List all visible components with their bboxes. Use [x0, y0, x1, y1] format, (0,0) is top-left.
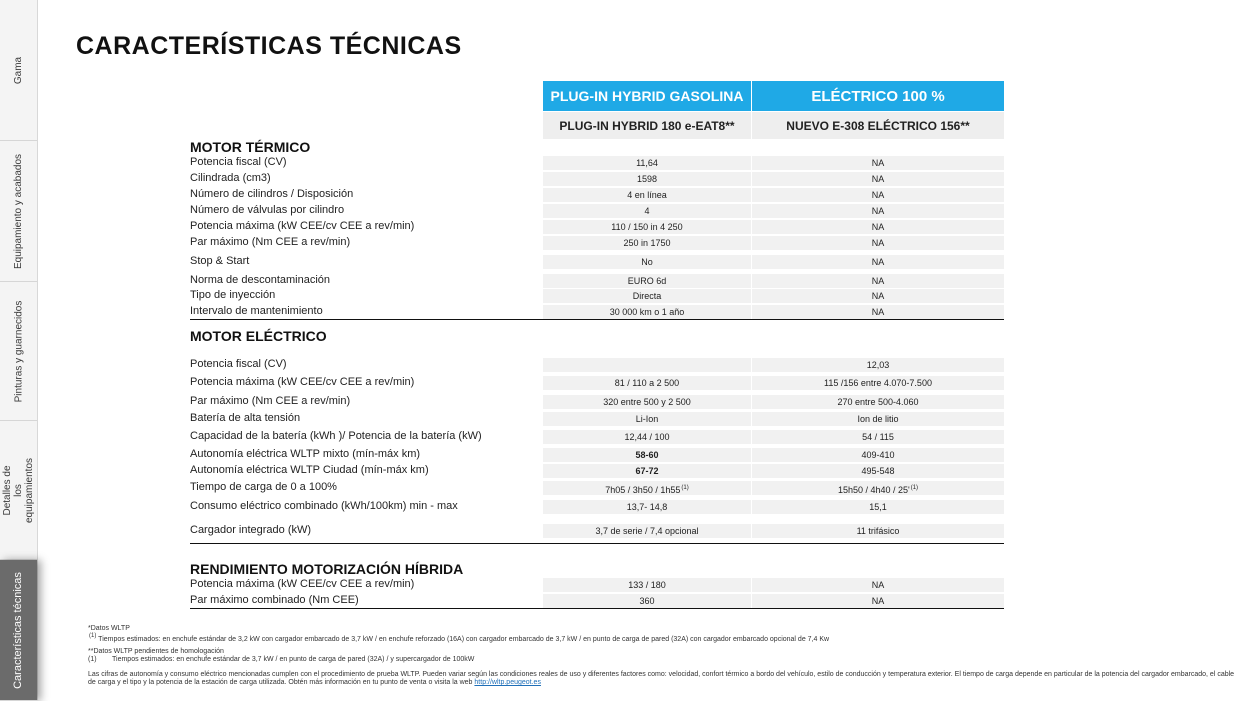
spec-row [190, 523, 1004, 538]
spec-value-text: 15h50 / 4h40 / 25' [837, 485, 910, 495]
spec-value-electric: NA [752, 274, 1004, 288]
spec-row [190, 288, 1004, 303]
spec-label: Par máximo (Nm CEE a rev/min) [190, 236, 351, 248]
spec-row [190, 155, 1004, 170]
spec-label: Autonomía eléctrica WLTP mixto (mín-máx km) [190, 448, 421, 460]
spec-label: Potencia fiscal (CV) [190, 358, 287, 370]
spec-row [190, 447, 1004, 462]
spec-label: Tiempo de carga de 0 a 100% [190, 481, 337, 493]
footnote-text: Las cifras de autonomía y consumo eléctrico mencionadas cumplen con el procedimiento de prueba WLTP. Pueden variar según las condiciones reales de uso y diferentes factores como: velocidad, confort térmico a bordo del vehículo, estilo de conducción y temperatura exterior. El tiempo de carga depende en particular de la potencia del cargador embarcado, el cable de carga y el tipo y la potencia de la estación de carga utilizada. Obtén más información en tu punto de venta o visita la web [88, 671, 1235, 686]
spec-value-hybrid [543, 481, 751, 495]
spec-value-hybrid: Directa [543, 289, 751, 303]
column-model-electrico: NUEVO E-308 ELÉCTRICO 156** [752, 112, 1004, 139]
spec-label: Stop & Start [190, 255, 250, 267]
column-header-plug-in-hybrid: PLUG-IN HYBRID GASOLINA [543, 81, 751, 111]
spec-row [190, 480, 1004, 495]
spec-value-hybrid: 4 en línea [543, 188, 751, 202]
spec-value-electric: 12,03 [752, 358, 1004, 372]
sidebar-tab-label: Gama [12, 56, 24, 84]
spec-value-hybrid: 320 entre 500 y 2 500 [543, 395, 751, 409]
spec-value-hybrid: 58-60 [543, 448, 751, 462]
sidebar-tab-caracteristicas[interactable] [0, 560, 37, 701]
spec-value-electric: NA [752, 594, 1004, 608]
section-heading-motor-termico: MOTOR TÉRMICO [190, 139, 311, 155]
spec-row [190, 375, 1004, 390]
spec-value-electric: NA [752, 204, 1004, 218]
section-divider [190, 543, 1004, 544]
footnote-tiempos-1 [88, 632, 829, 644]
spec-value-electric: NA [752, 289, 1004, 303]
spec-value-electric [752, 481, 1004, 495]
spec-value-electric: NA [752, 305, 1004, 319]
spec-value-electric: 495-548 [752, 464, 1004, 478]
sidebar-tab-equipamiento[interactable] [0, 141, 37, 282]
spec-value-hybrid: 12,44 / 100 [543, 430, 751, 444]
spec-row [190, 357, 1004, 372]
spec-label: Potencia máxima (kW CEE/cv CEE a rev/min) [190, 376, 415, 388]
spec-value-electric: 11 trifásico [752, 524, 1004, 538]
spec-value-hybrid: 81 / 110 a 2 500 [543, 376, 751, 390]
spec-label: Número de cilindros / Disposición [190, 188, 354, 200]
spec-row [190, 304, 1004, 319]
column-model-plug-in-hybrid: PLUG-IN HYBRID 180 e-EAT8** [543, 112, 751, 139]
spec-label: Número de válvulas por cilindro [190, 204, 345, 216]
sidebar-tab-detalles[interactable] [0, 421, 37, 560]
section-heading-motor-electrico: MOTOR ELÉCTRICO [190, 328, 327, 344]
spec-label: Tipo de inyección [190, 289, 276, 301]
sidebar-tab-label: Equipamiento y acabados [13, 153, 25, 269]
section-divider [190, 319, 1004, 320]
spec-label: Par máximo combinado (Nm CEE) [190, 594, 359, 606]
spec-row [190, 219, 1004, 234]
sidebar-tab-label: Detalles de los equipamientos [2, 457, 36, 523]
spec-value-hybrid [543, 358, 751, 372]
spec-value-hybrid: 110 / 150 in 4 250 [543, 220, 751, 234]
spec-value-electric: 270 entre 500-4.060 [752, 395, 1004, 409]
spec-label: Capacidad de la batería (kWh )/ Potencia de la batería (kW) [190, 430, 482, 442]
spec-row [190, 235, 1004, 250]
spec-label: Intervalo de mantenimiento [190, 305, 323, 317]
footnote-disclaimer [88, 671, 1238, 687]
spec-label: Norma de descontaminación [190, 274, 331, 286]
spec-value-electric: 409-410 [752, 448, 1004, 462]
spec-value-electric: 54 / 115 [752, 430, 1004, 444]
sidebar [0, 0, 38, 700]
spec-value-electric: Ion de litio [752, 412, 1004, 426]
spec-label: Potencia máxima (kW CEE/cv CEE a rev/min) [190, 220, 415, 232]
sidebar-tab-label: Pinturas y guarnecidos [13, 300, 25, 402]
spec-value-electric: NA [752, 156, 1004, 170]
column-header-electrico: ELÉCTRICO 100 % [752, 81, 1004, 111]
spec-row [190, 171, 1004, 186]
spec-row [190, 577, 1004, 592]
spec-label: Par máximo (Nm CEE a rev/min) [190, 395, 351, 407]
spec-value-hybrid: 13,7- 14,8 [543, 500, 751, 514]
spec-label: Potencia máxima (kW CEE/cv CEE a rev/min) [190, 578, 415, 590]
page-title: CARACTERÍSTICAS TÉCNICAS [76, 32, 462, 60]
spec-value-electric: NA [752, 578, 1004, 592]
spec-value-hybrid: No [543, 255, 751, 269]
spec-value-hybrid: 360 [543, 594, 751, 608]
spec-value-hybrid: 133 / 180 [543, 578, 751, 592]
footnote-ref: (1) [89, 633, 97, 639]
spec-row [190, 411, 1004, 426]
spec-value-hybrid: Li-Ion [543, 412, 751, 426]
spec-label: Batería de alta tensión [190, 412, 301, 424]
footnote-ref: (1) [910, 485, 919, 491]
spec-value-hybrid: 30 000 km o 1 año [543, 305, 751, 319]
spec-label: Cargador integrado (kW) [190, 524, 312, 536]
spec-row [190, 429, 1004, 444]
spec-value-hybrid: 1598 [543, 172, 751, 186]
section-divider [190, 608, 1004, 609]
sidebar-tab-pinturas[interactable] [0, 282, 37, 421]
spec-value-hybrid: EURO 6d [543, 274, 751, 288]
spec-row [190, 187, 1004, 202]
spec-label: Potencia fiscal (CV) [190, 156, 287, 168]
footnote-text: Tiempos estimados: en enchufe estándar de 3,2 kW con cargador embarcado de 3,7 kW / en enchufe reforzado (16A) con cargador embarcado de 3,7 kW / en punto de carga de pared (32A) con cargador embarcado opcional de 7,4 Kw [98, 636, 830, 643]
spec-value-electric: NA [752, 172, 1004, 186]
footnote-ref: (1) [681, 485, 689, 491]
wltp-link[interactable]: http://wltp.peugeot.es [474, 679, 541, 686]
spec-value-hybrid: 67-72 [543, 464, 751, 478]
spec-value-text: 7h05 / 3h50 / 1h55 [605, 485, 681, 495]
spec-value-electric: NA [752, 255, 1004, 269]
spec-value-electric: NA [752, 236, 1004, 250]
spec-row [190, 394, 1004, 409]
spec-row [190, 463, 1004, 478]
spec-value-electric: 15,1 [752, 500, 1004, 514]
spec-row [190, 593, 1004, 608]
footnote-text: Tiempos estimados: en enchufe estándar de 3,7 kW / en punto de carga de pared (32A) / y supercargador de 100kW [112, 656, 475, 663]
spec-value-electric: NA [752, 220, 1004, 234]
spec-value-hybrid: 4 [543, 204, 751, 218]
spec-label: Autonomía eléctrica WLTP Ciudad (mín-máx km) [190, 464, 429, 476]
spec-row [190, 254, 1004, 269]
spec-value-hybrid: 250 in 1750 [543, 236, 751, 250]
spec-value-hybrid: 11,64 [543, 156, 751, 170]
footnote-datos-wltp: *Datos WLTP [88, 625, 130, 632]
spec-value-electric: NA [752, 188, 1004, 202]
sidebar-tab-gama[interactable] [0, 0, 37, 141]
footnote-pendientes: **Datos WLTP pendientes de homologación [88, 648, 224, 655]
spec-value-hybrid: 3,7 de serie / 7,4 opcional [543, 524, 751, 538]
spec-row [190, 273, 1004, 288]
spec-row [190, 203, 1004, 218]
spec-label: Cilindrada (cm3) [190, 172, 271, 184]
footnote-tiempos-2 [88, 656, 474, 664]
sidebar-tab-label: Características técnicas [12, 571, 25, 689]
section-heading-rendimiento: RENDIMIENTO MOTORIZACIÓN HÍBRIDA [190, 561, 464, 577]
footnote-ref: (1) [88, 656, 97, 663]
spec-label: Consumo eléctrico combinado (kWh/100km) min - max [190, 500, 458, 512]
spec-row [190, 499, 1004, 514]
spec-value-electric: 115 /156 entre 4.070-7.500 [752, 376, 1004, 390]
